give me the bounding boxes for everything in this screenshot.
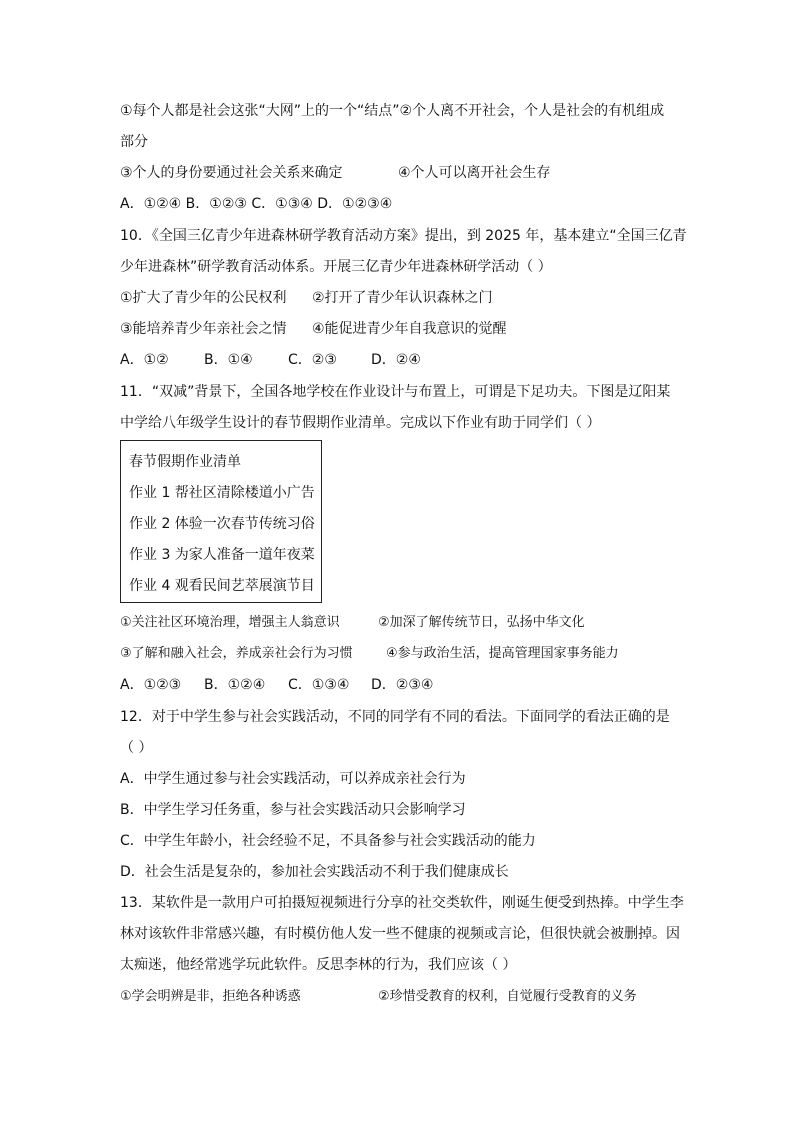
q9-statement-2-continued: 部分 <box>120 134 148 150</box>
q10-statement-4: ④能促进青少年自我意识的觉醒 <box>312 321 507 337</box>
homework-item-4: 作业 4 观看民间艺萃展演节目 <box>129 578 315 594</box>
q13-stem-line-3: 太痴迷，他经常逃学玩此软件。反思李林的行为，我们应该（ ） <box>120 957 517 973</box>
homework-item-2: 作业 2 体验一次春节传统习俗 <box>129 516 315 532</box>
q13-stem-line-2: 林对该软件非常感兴趣，有时模仿他人发一些不健康的视频或言论，但很快就会被删掉。因 <box>120 926 680 942</box>
q10-statement-3: ③能培养青少年亲社会之情 <box>120 321 287 337</box>
homework-list-box <box>120 440 322 603</box>
q11-option-d: D．②③④ <box>371 677 434 693</box>
q12-stem-line-1: 12．对于中学生参与社会实践活动，不同的同学有不同的看法。下面同学的看法正确的是 <box>120 709 670 725</box>
q9-statement-1-2: ①每个人都是社会这张“大网”上的一个“结点”②个人离不开社会，个人是社会的有机组成 <box>120 103 665 119</box>
q10-option-d: D．②④ <box>371 352 421 368</box>
q10-option-c: C．②③ <box>288 352 337 368</box>
q10-stem-line-1: 10．《全国三亿青少年进森林研学教育活动方案》提出，到 2025 年，基本建立“全国三亿青 <box>120 228 687 244</box>
q9-statement-3: ③个人的身份要通过社会关系来确定 <box>120 165 343 181</box>
q13-statement-1: ①学会明辨是非，拒绝各种诱惑 <box>120 989 301 1004</box>
q10-option-a: A．①② <box>120 352 169 368</box>
q11-statements-3-4 <box>120 644 619 664</box>
q9-statement-4: ④个人可以离开社会生存 <box>398 165 551 181</box>
q11-statement-4: ④参与政治生活，提高管理国家事务能力 <box>386 646 619 661</box>
q12-option-c: C．中学生年龄小，社会经验不足，不具备参与社会实践活动的能力 <box>120 833 536 849</box>
q11-statement-1: ①关注社区环境治理，增强主人翁意识 <box>120 615 340 630</box>
q10-statement-2: ②打开了青少年认识森林之门 <box>312 290 493 306</box>
q10-statements-3-4 <box>120 319 507 339</box>
q13-statements-1-2 <box>120 987 637 1007</box>
q11-stem-line-1: 11．“双减”背景下，全国各地学校在作业设计与布置上，可谓是下足功夫。下图是辽阳某 <box>120 384 671 400</box>
homework-item-3: 作业 3 为家人准备一道年夜菜 <box>129 547 315 563</box>
q11-stem-line-2: 中学给八年级学生设计的春节假期作业清单。完成以下作业有助于同学们（ ） <box>120 415 601 431</box>
q12-option-d: D．社会生活是复杂的，参加社会实践活动不利于我们健康成长 <box>120 864 509 880</box>
q10-option-b: B．①④ <box>204 352 253 368</box>
q9-options: A．①②④ B．①②③ C．①③④ D．①②③④ <box>120 196 393 212</box>
q11-statements-1-2 <box>120 613 585 633</box>
q10-statement-1: ①扩大了青少年的公民权利 <box>120 290 287 306</box>
q12-stem-line-2: （ ） <box>120 740 153 756</box>
q12-option-a: A．中学生通过参与社会实践活动，可以养成亲社会行为 <box>120 771 466 787</box>
q13-statement-2: ②珍惜受教育的权利，自觉履行受教育的义务 <box>378 989 637 1004</box>
q11-option-a: A．①②③ <box>120 677 182 693</box>
q12-option-b: B．中学生学习任务重，参与社会实践活动只会影响学习 <box>120 802 466 818</box>
q11-statement-2: ②加深了解传统节日，弘扬中华文化 <box>378 615 585 630</box>
homework-list-title: 春节假期作业清单 <box>129 454 241 470</box>
q13-stem-line-1: 13．某软件是一款用户可拍摄短视频进行分享的社交类软件，刚诞生便受到热捧。中学生李 <box>120 895 684 911</box>
q10-stem-line-2: 少年进森林”研学教育活动体系。开展三亿青少年进森林研学活动（ ） <box>120 259 552 275</box>
q11-statement-3: ③了解和融入社会，养成亲社会行为习惯 <box>120 646 353 661</box>
q10-statements-1-2 <box>120 288 493 308</box>
homework-item-1: 作业 1 帮社区清除楼道小广告 <box>129 485 315 501</box>
q11-option-b: B．①②④ <box>204 677 266 693</box>
q9-statements-3-4 <box>120 163 551 183</box>
q11-option-c: C．①③④ <box>288 677 350 693</box>
